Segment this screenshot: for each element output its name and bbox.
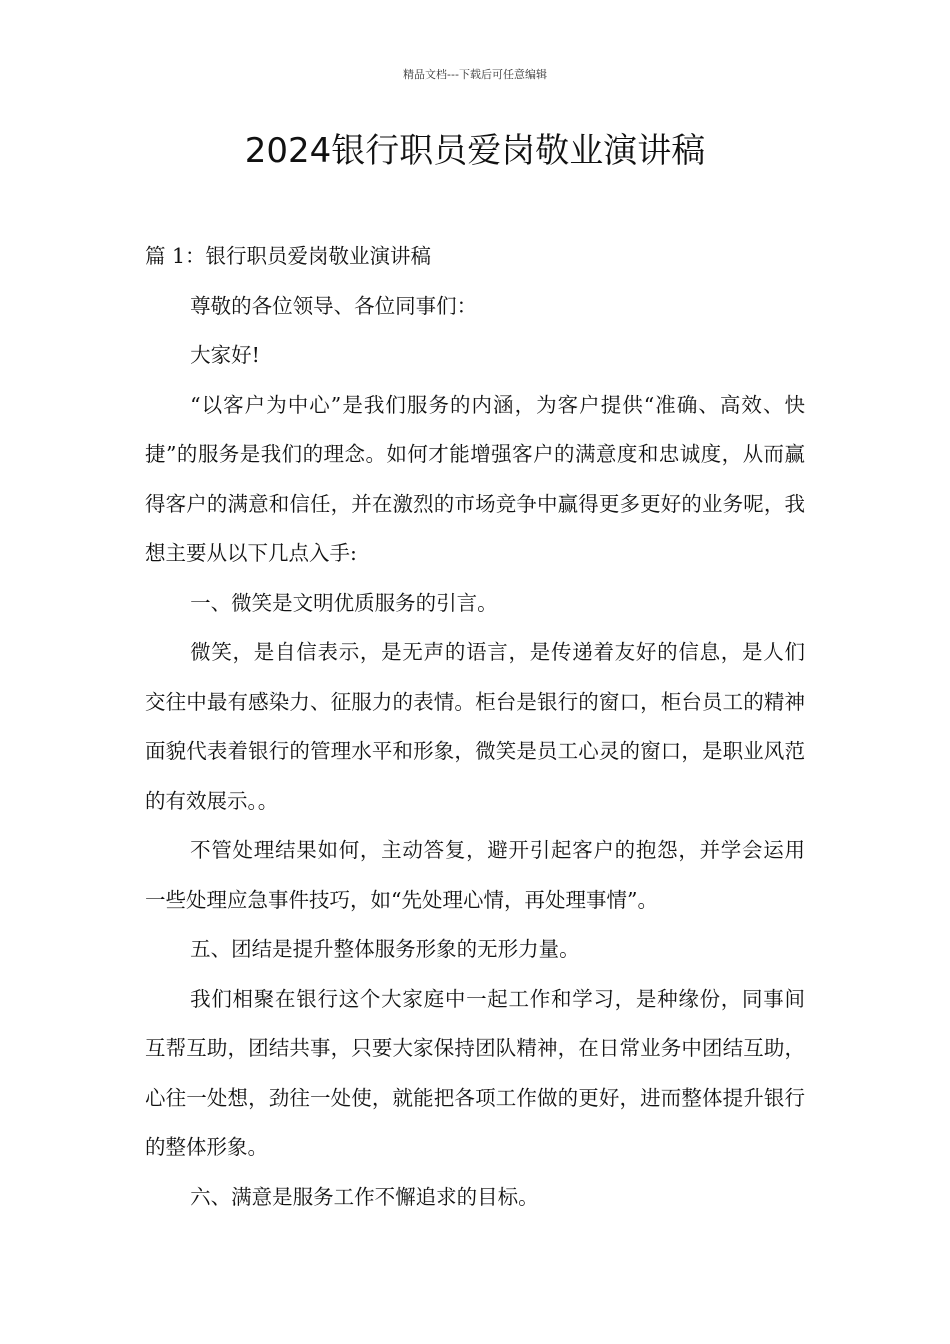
greeting: 大家好! xyxy=(190,343,260,367)
point-heading: 五、团结是提升整体服务形象的无形力量。 xyxy=(190,937,580,961)
body-paragraph: 我们相聚在银行这个大家庭中一起工作和学习，是种缘份，同事间互帮互助，团结共事，只要大家保持团队精神，在日常业务中团结互助，心往一处想，劲往一处使，就能把各项工作做的更好，进而整体提升银行的整体形象。 xyxy=(145,986,805,1159)
body-paragraph: “以客户为中心”是我们服务的内涵，为客户提供“准确、高效、快捷”的服务是我们的理念。如何才能增强客户的满意度和忠诚度，从而赢得客户的满意和信任，并在激烈的市场竞争中赢得更多更好的业务呢，我想主要从以下几点入手: xyxy=(145,392,805,565)
document-body xyxy=(145,232,805,1222)
salutation: 尊敬的各位领导、各位同事们： xyxy=(190,293,478,318)
body-paragraph: 不管处理结果如何，主动答复，避开引起客户的抱怨，并学会运用一些处理应急事件技巧，如“先处理心情，再处理事情”。 xyxy=(145,838,805,912)
point-heading: 六、满意是服务工作不懈追求的目标。 xyxy=(190,1184,539,1209)
point-heading: 一、微笑是文明优质服务的引言。 xyxy=(190,590,498,615)
section-heading: 篇 1：银行职员爱岗敬业演讲稿 xyxy=(145,244,432,268)
document-title: 2024银行职员爱岗敬业演讲稿 xyxy=(244,131,706,171)
body-paragraph: 微笑，是自信表示，是无声的语言，是传递着友好的信息，是人们交往中最有感染力、征服力的表情。柜台是银行的窗口，柜台员工的精神面貌代表着银行的管理水平和形象，微笑是员工心灵的窗口，是职业风范的有效展示。。 xyxy=(145,640,805,813)
document-header-note: 精品文档---下载后可任意编辑 xyxy=(403,68,547,81)
